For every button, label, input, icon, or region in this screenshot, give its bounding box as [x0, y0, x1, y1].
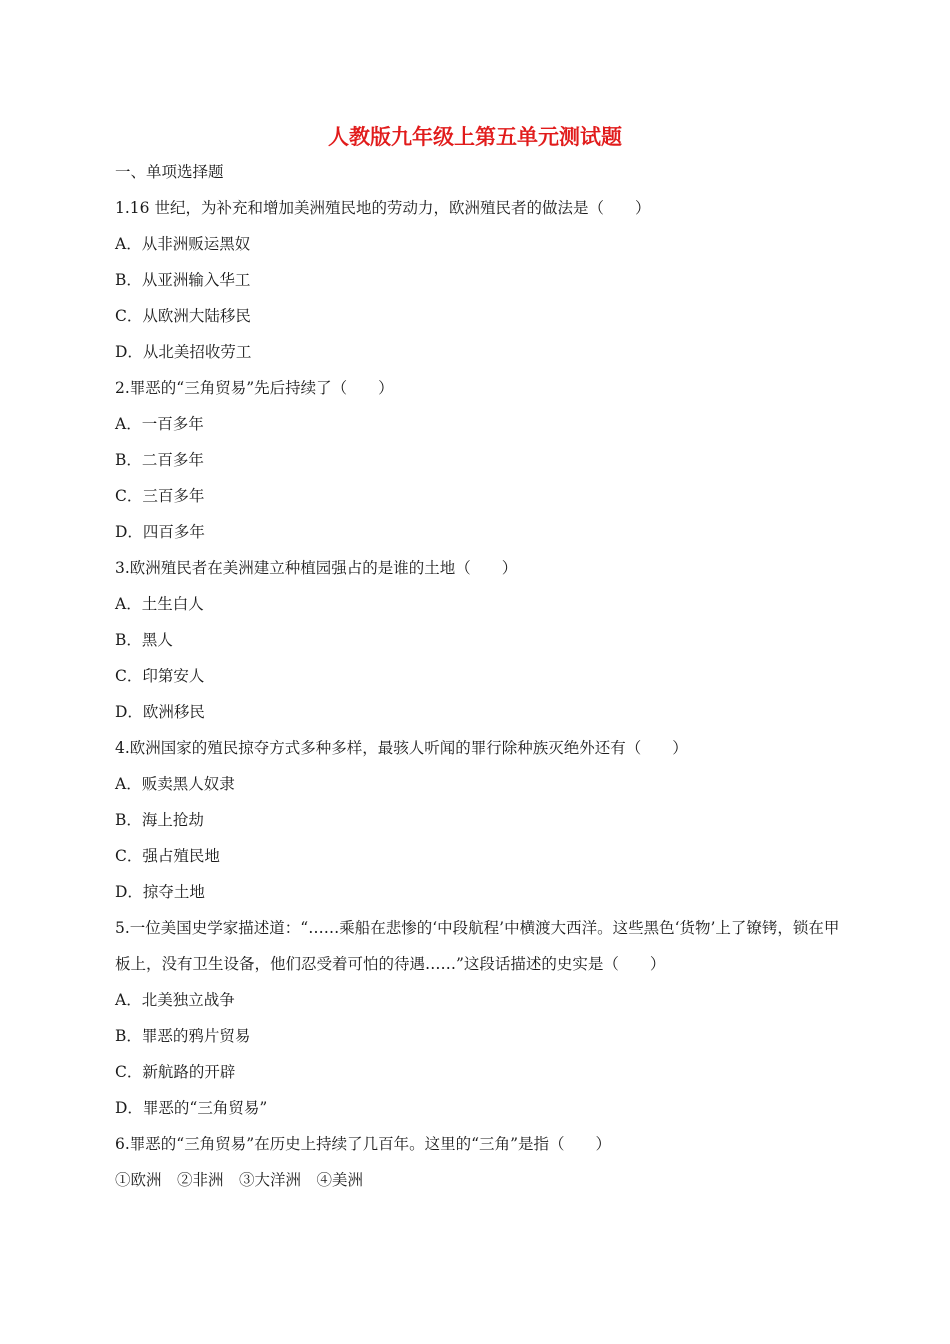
option: D．欧洲移民 — [115, 703, 205, 721]
question-stem: 2.罪恶的“三角贸易”先后持续了（ ） — [115, 379, 394, 397]
option: D．四百多年 — [115, 523, 205, 541]
option: D．罪恶的“三角贸易” — [115, 1099, 268, 1117]
option: C．新航路的开辟 — [115, 1063, 236, 1081]
option: D．从北美招收劳工 — [115, 343, 252, 361]
option: C．从欧洲大陆移民 — [115, 307, 251, 325]
option: B．罪恶的鸦片贸易 — [115, 1027, 251, 1045]
option: ①欧洲 ②非洲 ③大洋洲 ④美洲 — [115, 1171, 364, 1189]
option: C．强占殖民地 — [115, 847, 220, 865]
option: A．北美独立战争 — [115, 991, 235, 1009]
option: D．掠夺土地 — [115, 883, 205, 901]
option: A．贩卖黑人奴隶 — [115, 775, 235, 793]
option: C．三百多年 — [115, 487, 205, 505]
question-stem: 3.欧洲殖民者在美洲建立种植园强占的是谁的土地（ ） — [115, 559, 518, 577]
option: B．二百多年 — [115, 451, 204, 469]
option: B．海上抢劫 — [115, 811, 204, 829]
question-stem: 1.16 世纪，为补充和增加美洲殖民地的劳动力，欧洲殖民者的做法是（ ） — [115, 199, 651, 217]
question-stem: 6.罪恶的“三角贸易”在历史上持续了几百年。这里的“三角”是指（ ） — [115, 1135, 611, 1153]
question-list — [115, 160, 845, 1204]
option: A．从非洲贩运黑奴 — [115, 235, 251, 253]
option: B．黑人 — [115, 631, 173, 649]
option: A．土生白人 — [115, 595, 204, 613]
option: C．印第安人 — [115, 667, 205, 685]
question-stem: 5.一位美国史学家描述道：“……乘船在悲惨的‘中段航程’中横渡大西洋。这些黑色‘货物’上了镣铐，锁在甲板上，没有卫生设备，他们忍受着可怕的待遇……”这段话描述的史实是（ ） — [115, 919, 840, 973]
section-heading: 一、单项选择题 — [115, 163, 224, 181]
option: B．从亚洲输入华工 — [115, 271, 251, 289]
question-stem: 4.欧洲国家的殖民掠夺方式多种多样，最骇人听闻的罪行除种族灭绝外还有（ ） — [115, 739, 688, 757]
option: A．一百多年 — [115, 415, 204, 433]
document-title: 人教版九年级上第五单元测试题 — [328, 125, 622, 149]
